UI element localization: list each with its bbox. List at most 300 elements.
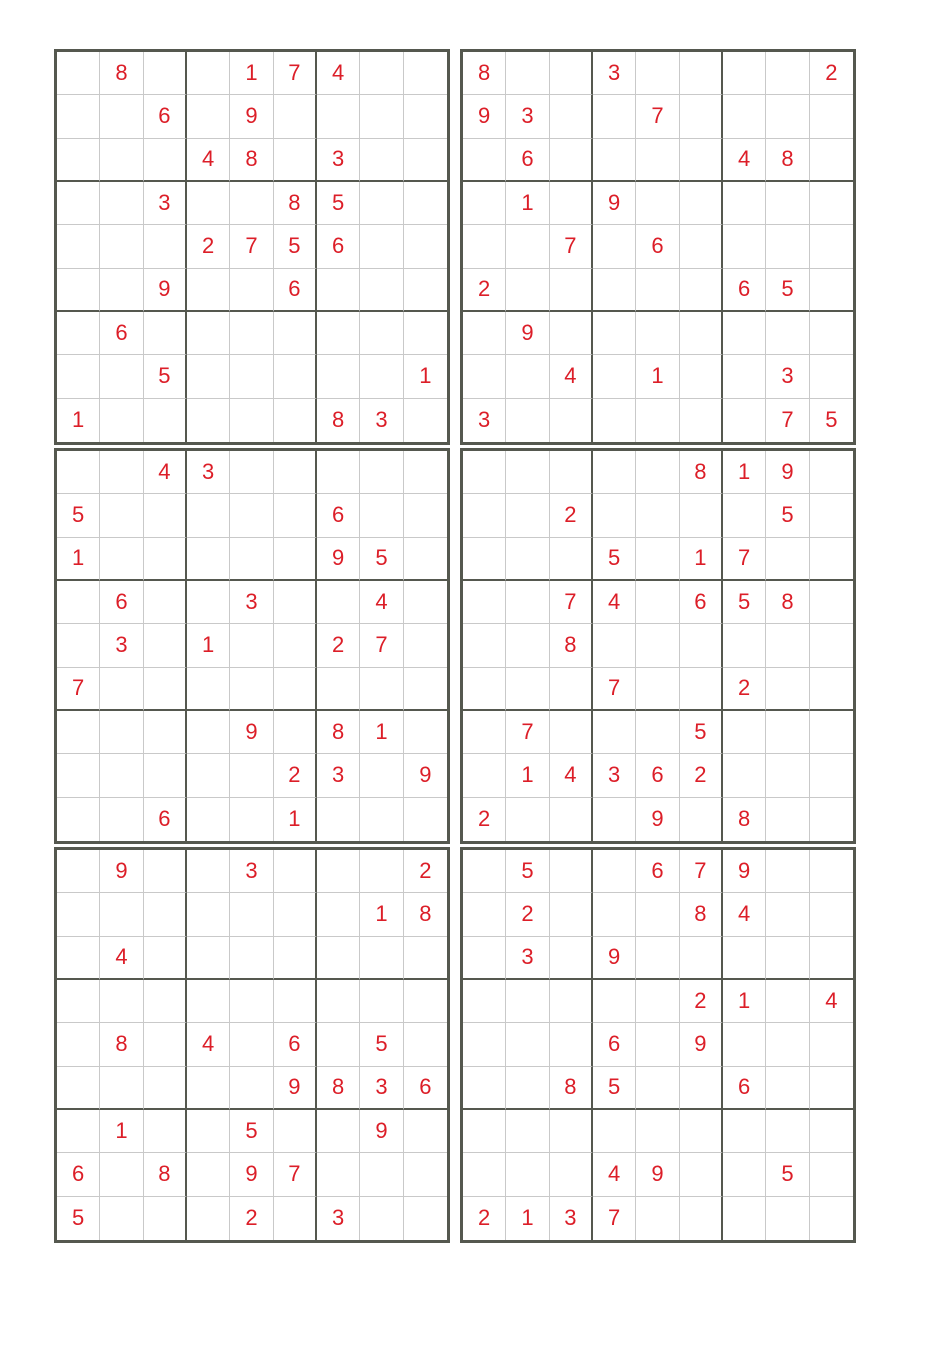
empty-cell[interactable] bbox=[680, 1153, 723, 1196]
empty-cell[interactable] bbox=[100, 399, 143, 442]
empty-cell[interactable] bbox=[636, 52, 679, 95]
empty-cell[interactable] bbox=[636, 451, 679, 494]
empty-cell[interactable] bbox=[230, 893, 273, 936]
empty-cell[interactable] bbox=[636, 538, 679, 581]
empty-cell[interactable] bbox=[187, 1110, 230, 1153]
empty-cell[interactable] bbox=[360, 494, 403, 537]
empty-cell[interactable] bbox=[360, 95, 403, 138]
empty-cell[interactable] bbox=[404, 139, 447, 182]
empty-cell[interactable] bbox=[100, 668, 143, 711]
empty-cell[interactable] bbox=[593, 798, 636, 841]
empty-cell[interactable] bbox=[550, 52, 593, 95]
empty-cell[interactable] bbox=[593, 225, 636, 268]
empty-cell[interactable] bbox=[506, 225, 549, 268]
empty-cell[interactable] bbox=[810, 668, 853, 711]
empty-cell[interactable] bbox=[100, 355, 143, 398]
empty-cell[interactable] bbox=[57, 139, 100, 182]
empty-cell[interactable] bbox=[810, 937, 853, 980]
empty-cell[interactable] bbox=[723, 624, 766, 667]
empty-cell[interactable] bbox=[317, 1023, 360, 1066]
empty-cell[interactable] bbox=[360, 937, 403, 980]
empty-cell[interactable] bbox=[810, 269, 853, 312]
empty-cell[interactable] bbox=[404, 624, 447, 667]
empty-cell[interactable] bbox=[766, 312, 809, 355]
empty-cell[interactable] bbox=[506, 494, 549, 537]
empty-cell[interactable] bbox=[463, 668, 506, 711]
empty-cell[interactable] bbox=[360, 269, 403, 312]
empty-cell[interactable] bbox=[57, 95, 100, 138]
empty-cell[interactable] bbox=[360, 451, 403, 494]
empty-cell[interactable] bbox=[57, 312, 100, 355]
empty-cell[interactable] bbox=[550, 850, 593, 893]
empty-cell[interactable] bbox=[274, 538, 317, 581]
empty-cell[interactable] bbox=[810, 182, 853, 225]
empty-cell[interactable] bbox=[360, 1197, 403, 1240]
empty-cell[interactable] bbox=[593, 494, 636, 537]
empty-cell[interactable] bbox=[230, 980, 273, 1023]
empty-cell[interactable] bbox=[187, 581, 230, 624]
empty-cell[interactable] bbox=[506, 1153, 549, 1196]
empty-cell[interactable] bbox=[230, 1067, 273, 1110]
empty-cell[interactable] bbox=[100, 538, 143, 581]
empty-cell[interactable] bbox=[463, 1067, 506, 1110]
empty-cell[interactable] bbox=[550, 182, 593, 225]
empty-cell[interactable] bbox=[810, 1153, 853, 1196]
empty-cell[interactable] bbox=[810, 1197, 853, 1240]
empty-cell[interactable] bbox=[810, 95, 853, 138]
empty-cell[interactable] bbox=[463, 581, 506, 624]
empty-cell[interactable] bbox=[57, 182, 100, 225]
empty-cell[interactable] bbox=[274, 95, 317, 138]
empty-cell[interactable] bbox=[100, 1153, 143, 1196]
empty-cell[interactable] bbox=[360, 798, 403, 841]
empty-cell[interactable] bbox=[810, 798, 853, 841]
empty-cell[interactable] bbox=[144, 937, 187, 980]
empty-cell[interactable] bbox=[550, 95, 593, 138]
empty-cell[interactable] bbox=[187, 52, 230, 95]
empty-cell[interactable] bbox=[144, 1023, 187, 1066]
empty-cell[interactable] bbox=[100, 225, 143, 268]
empty-cell[interactable] bbox=[100, 1197, 143, 1240]
empty-cell[interactable] bbox=[274, 711, 317, 754]
empty-cell[interactable] bbox=[463, 1153, 506, 1196]
empty-cell[interactable] bbox=[506, 1023, 549, 1066]
empty-cell[interactable] bbox=[230, 451, 273, 494]
empty-cell[interactable] bbox=[810, 1110, 853, 1153]
empty-cell[interactable] bbox=[404, 1023, 447, 1066]
empty-cell[interactable] bbox=[144, 225, 187, 268]
empty-cell[interactable] bbox=[144, 581, 187, 624]
empty-cell[interactable] bbox=[723, 355, 766, 398]
empty-cell[interactable] bbox=[57, 937, 100, 980]
empty-cell[interactable] bbox=[593, 980, 636, 1023]
empty-cell[interactable] bbox=[274, 624, 317, 667]
empty-cell[interactable] bbox=[230, 355, 273, 398]
empty-cell[interactable] bbox=[230, 937, 273, 980]
empty-cell[interactable] bbox=[463, 355, 506, 398]
empty-cell[interactable] bbox=[187, 754, 230, 797]
empty-cell[interactable] bbox=[404, 494, 447, 537]
empty-cell[interactable] bbox=[723, 1197, 766, 1240]
empty-cell[interactable] bbox=[230, 1023, 273, 1066]
empty-cell[interactable] bbox=[680, 95, 723, 138]
empty-cell[interactable] bbox=[187, 711, 230, 754]
empty-cell[interactable] bbox=[550, 312, 593, 355]
empty-cell[interactable] bbox=[144, 980, 187, 1023]
empty-cell[interactable] bbox=[404, 312, 447, 355]
empty-cell[interactable] bbox=[593, 139, 636, 182]
empty-cell[interactable] bbox=[187, 798, 230, 841]
empty-cell[interactable] bbox=[680, 139, 723, 182]
empty-cell[interactable] bbox=[317, 581, 360, 624]
empty-cell[interactable] bbox=[317, 1153, 360, 1196]
empty-cell[interactable] bbox=[680, 269, 723, 312]
empty-cell[interactable] bbox=[810, 312, 853, 355]
empty-cell[interactable] bbox=[723, 182, 766, 225]
empty-cell[interactable] bbox=[636, 1067, 679, 1110]
empty-cell[interactable] bbox=[463, 182, 506, 225]
empty-cell[interactable] bbox=[317, 668, 360, 711]
empty-cell[interactable] bbox=[723, 711, 766, 754]
empty-cell[interactable] bbox=[100, 980, 143, 1023]
empty-cell[interactable] bbox=[506, 1067, 549, 1110]
empty-cell[interactable] bbox=[723, 1110, 766, 1153]
empty-cell[interactable] bbox=[766, 225, 809, 268]
empty-cell[interactable] bbox=[766, 980, 809, 1023]
empty-cell[interactable] bbox=[636, 269, 679, 312]
empty-cell[interactable] bbox=[404, 52, 447, 95]
empty-cell[interactable] bbox=[100, 182, 143, 225]
empty-cell[interactable] bbox=[766, 52, 809, 95]
empty-cell[interactable] bbox=[550, 668, 593, 711]
empty-cell[interactable] bbox=[723, 494, 766, 537]
empty-cell[interactable] bbox=[680, 225, 723, 268]
empty-cell[interactable] bbox=[57, 225, 100, 268]
empty-cell[interactable] bbox=[463, 312, 506, 355]
empty-cell[interactable] bbox=[766, 937, 809, 980]
empty-cell[interactable] bbox=[317, 893, 360, 936]
empty-cell[interactable] bbox=[404, 1110, 447, 1153]
empty-cell[interactable] bbox=[404, 399, 447, 442]
empty-cell[interactable] bbox=[680, 355, 723, 398]
empty-cell[interactable] bbox=[274, 893, 317, 936]
empty-cell[interactable] bbox=[187, 1153, 230, 1196]
empty-cell[interactable] bbox=[593, 355, 636, 398]
empty-cell[interactable] bbox=[680, 399, 723, 442]
empty-cell[interactable] bbox=[404, 711, 447, 754]
empty-cell[interactable] bbox=[187, 893, 230, 936]
empty-cell[interactable] bbox=[463, 893, 506, 936]
empty-cell[interactable] bbox=[274, 937, 317, 980]
empty-cell[interactable] bbox=[766, 754, 809, 797]
empty-cell[interactable] bbox=[144, 1197, 187, 1240]
empty-cell[interactable] bbox=[506, 668, 549, 711]
empty-cell[interactable] bbox=[810, 1067, 853, 1110]
empty-cell[interactable] bbox=[404, 225, 447, 268]
empty-cell[interactable] bbox=[723, 225, 766, 268]
empty-cell[interactable] bbox=[144, 893, 187, 936]
empty-cell[interactable] bbox=[317, 937, 360, 980]
empty-cell[interactable] bbox=[100, 451, 143, 494]
empty-cell[interactable] bbox=[766, 798, 809, 841]
empty-cell[interactable] bbox=[810, 494, 853, 537]
empty-cell[interactable] bbox=[404, 1197, 447, 1240]
empty-cell[interactable] bbox=[57, 52, 100, 95]
empty-cell[interactable] bbox=[810, 1023, 853, 1066]
empty-cell[interactable] bbox=[506, 269, 549, 312]
empty-cell[interactable] bbox=[593, 850, 636, 893]
empty-cell[interactable] bbox=[317, 95, 360, 138]
empty-cell[interactable] bbox=[506, 52, 549, 95]
empty-cell[interactable] bbox=[810, 624, 853, 667]
empty-cell[interactable] bbox=[57, 711, 100, 754]
empty-cell[interactable] bbox=[723, 95, 766, 138]
empty-cell[interactable] bbox=[144, 494, 187, 537]
empty-cell[interactable] bbox=[723, 399, 766, 442]
empty-cell[interactable] bbox=[506, 399, 549, 442]
empty-cell[interactable] bbox=[636, 581, 679, 624]
empty-cell[interactable] bbox=[680, 312, 723, 355]
empty-cell[interactable] bbox=[766, 850, 809, 893]
empty-cell[interactable] bbox=[766, 1023, 809, 1066]
empty-cell[interactable] bbox=[187, 494, 230, 537]
empty-cell[interactable] bbox=[144, 711, 187, 754]
empty-cell[interactable] bbox=[810, 711, 853, 754]
empty-cell[interactable] bbox=[274, 850, 317, 893]
empty-cell[interactable] bbox=[810, 581, 853, 624]
empty-cell[interactable] bbox=[463, 538, 506, 581]
empty-cell[interactable] bbox=[404, 937, 447, 980]
empty-cell[interactable] bbox=[230, 269, 273, 312]
empty-cell[interactable] bbox=[463, 225, 506, 268]
empty-cell[interactable] bbox=[593, 399, 636, 442]
empty-cell[interactable] bbox=[463, 711, 506, 754]
empty-cell[interactable] bbox=[187, 1197, 230, 1240]
empty-cell[interactable] bbox=[404, 980, 447, 1023]
empty-cell[interactable] bbox=[144, 850, 187, 893]
empty-cell[interactable] bbox=[550, 893, 593, 936]
empty-cell[interactable] bbox=[230, 668, 273, 711]
empty-cell[interactable] bbox=[550, 1023, 593, 1066]
empty-cell[interactable] bbox=[636, 1110, 679, 1153]
empty-cell[interactable] bbox=[680, 1110, 723, 1153]
empty-cell[interactable] bbox=[550, 399, 593, 442]
empty-cell[interactable] bbox=[550, 269, 593, 312]
empty-cell[interactable] bbox=[680, 494, 723, 537]
empty-cell[interactable] bbox=[274, 581, 317, 624]
empty-cell[interactable] bbox=[317, 355, 360, 398]
empty-cell[interactable] bbox=[187, 399, 230, 442]
empty-cell[interactable] bbox=[593, 711, 636, 754]
empty-cell[interactable] bbox=[810, 355, 853, 398]
empty-cell[interactable] bbox=[274, 494, 317, 537]
empty-cell[interactable] bbox=[810, 893, 853, 936]
empty-cell[interactable] bbox=[187, 312, 230, 355]
empty-cell[interactable] bbox=[360, 355, 403, 398]
empty-cell[interactable] bbox=[506, 798, 549, 841]
empty-cell[interactable] bbox=[317, 850, 360, 893]
empty-cell[interactable] bbox=[636, 312, 679, 355]
empty-cell[interactable] bbox=[636, 399, 679, 442]
empty-cell[interactable] bbox=[766, 668, 809, 711]
empty-cell[interactable] bbox=[636, 1197, 679, 1240]
empty-cell[interactable] bbox=[57, 980, 100, 1023]
empty-cell[interactable] bbox=[274, 355, 317, 398]
empty-cell[interactable] bbox=[506, 624, 549, 667]
empty-cell[interactable] bbox=[274, 399, 317, 442]
empty-cell[interactable] bbox=[317, 798, 360, 841]
empty-cell[interactable] bbox=[100, 139, 143, 182]
empty-cell[interactable] bbox=[360, 850, 403, 893]
empty-cell[interactable] bbox=[404, 451, 447, 494]
empty-cell[interactable] bbox=[766, 1197, 809, 1240]
empty-cell[interactable] bbox=[680, 668, 723, 711]
empty-cell[interactable] bbox=[100, 711, 143, 754]
empty-cell[interactable] bbox=[506, 451, 549, 494]
empty-cell[interactable] bbox=[766, 893, 809, 936]
empty-cell[interactable] bbox=[144, 754, 187, 797]
empty-cell[interactable] bbox=[636, 494, 679, 537]
empty-cell[interactable] bbox=[723, 754, 766, 797]
empty-cell[interactable] bbox=[593, 451, 636, 494]
empty-cell[interactable] bbox=[317, 451, 360, 494]
empty-cell[interactable] bbox=[636, 668, 679, 711]
empty-cell[interactable] bbox=[230, 624, 273, 667]
empty-cell[interactable] bbox=[187, 668, 230, 711]
empty-cell[interactable] bbox=[57, 754, 100, 797]
empty-cell[interactable] bbox=[766, 538, 809, 581]
empty-cell[interactable] bbox=[100, 798, 143, 841]
empty-cell[interactable] bbox=[810, 850, 853, 893]
empty-cell[interactable] bbox=[360, 139, 403, 182]
empty-cell[interactable] bbox=[57, 269, 100, 312]
empty-cell[interactable] bbox=[404, 269, 447, 312]
empty-cell[interactable] bbox=[550, 711, 593, 754]
empty-cell[interactable] bbox=[810, 139, 853, 182]
empty-cell[interactable] bbox=[463, 754, 506, 797]
empty-cell[interactable] bbox=[723, 52, 766, 95]
empty-cell[interactable] bbox=[404, 95, 447, 138]
empty-cell[interactable] bbox=[100, 1067, 143, 1110]
empty-cell[interactable] bbox=[57, 624, 100, 667]
empty-cell[interactable] bbox=[230, 798, 273, 841]
empty-cell[interactable] bbox=[360, 980, 403, 1023]
empty-cell[interactable] bbox=[463, 1110, 506, 1153]
empty-cell[interactable] bbox=[766, 1110, 809, 1153]
empty-cell[interactable] bbox=[463, 624, 506, 667]
empty-cell[interactable] bbox=[506, 581, 549, 624]
empty-cell[interactable] bbox=[550, 1110, 593, 1153]
empty-cell[interactable] bbox=[360, 52, 403, 95]
empty-cell[interactable] bbox=[230, 538, 273, 581]
empty-cell[interactable] bbox=[550, 139, 593, 182]
empty-cell[interactable] bbox=[144, 52, 187, 95]
empty-cell[interactable] bbox=[360, 1153, 403, 1196]
empty-cell[interactable] bbox=[57, 850, 100, 893]
empty-cell[interactable] bbox=[636, 1023, 679, 1066]
empty-cell[interactable] bbox=[636, 893, 679, 936]
empty-cell[interactable] bbox=[274, 1110, 317, 1153]
empty-cell[interactable] bbox=[230, 399, 273, 442]
empty-cell[interactable] bbox=[57, 355, 100, 398]
empty-cell[interactable] bbox=[144, 139, 187, 182]
empty-cell[interactable] bbox=[274, 312, 317, 355]
empty-cell[interactable] bbox=[680, 624, 723, 667]
empty-cell[interactable] bbox=[404, 182, 447, 225]
empty-cell[interactable] bbox=[57, 1110, 100, 1153]
empty-cell[interactable] bbox=[317, 980, 360, 1023]
empty-cell[interactable] bbox=[636, 711, 679, 754]
empty-cell[interactable] bbox=[593, 312, 636, 355]
empty-cell[interactable] bbox=[810, 451, 853, 494]
empty-cell[interactable] bbox=[317, 269, 360, 312]
empty-cell[interactable] bbox=[636, 624, 679, 667]
empty-cell[interactable] bbox=[463, 1023, 506, 1066]
empty-cell[interactable] bbox=[100, 269, 143, 312]
empty-cell[interactable] bbox=[680, 798, 723, 841]
empty-cell[interactable] bbox=[230, 182, 273, 225]
empty-cell[interactable] bbox=[404, 538, 447, 581]
empty-cell[interactable] bbox=[680, 937, 723, 980]
empty-cell[interactable] bbox=[463, 937, 506, 980]
empty-cell[interactable] bbox=[57, 451, 100, 494]
empty-cell[interactable] bbox=[766, 182, 809, 225]
empty-cell[interactable] bbox=[187, 850, 230, 893]
empty-cell[interactable] bbox=[274, 139, 317, 182]
empty-cell[interactable] bbox=[187, 538, 230, 581]
empty-cell[interactable] bbox=[463, 139, 506, 182]
empty-cell[interactable] bbox=[187, 1067, 230, 1110]
empty-cell[interactable] bbox=[187, 269, 230, 312]
empty-cell[interactable] bbox=[100, 893, 143, 936]
empty-cell[interactable] bbox=[144, 399, 187, 442]
empty-cell[interactable] bbox=[144, 312, 187, 355]
empty-cell[interactable] bbox=[57, 893, 100, 936]
empty-cell[interactable] bbox=[404, 1153, 447, 1196]
empty-cell[interactable] bbox=[360, 668, 403, 711]
empty-cell[interactable] bbox=[636, 139, 679, 182]
empty-cell[interactable] bbox=[230, 754, 273, 797]
empty-cell[interactable] bbox=[593, 95, 636, 138]
empty-cell[interactable] bbox=[550, 980, 593, 1023]
empty-cell[interactable] bbox=[144, 668, 187, 711]
empty-cell[interactable] bbox=[144, 1067, 187, 1110]
empty-cell[interactable] bbox=[766, 624, 809, 667]
empty-cell[interactable] bbox=[230, 494, 273, 537]
empty-cell[interactable] bbox=[144, 624, 187, 667]
empty-cell[interactable] bbox=[404, 668, 447, 711]
empty-cell[interactable] bbox=[550, 798, 593, 841]
empty-cell[interactable] bbox=[187, 182, 230, 225]
empty-cell[interactable] bbox=[723, 1153, 766, 1196]
empty-cell[interactable] bbox=[57, 1023, 100, 1066]
empty-cell[interactable] bbox=[100, 494, 143, 537]
empty-cell[interactable] bbox=[550, 937, 593, 980]
empty-cell[interactable] bbox=[680, 182, 723, 225]
empty-cell[interactable] bbox=[550, 538, 593, 581]
empty-cell[interactable] bbox=[506, 538, 549, 581]
empty-cell[interactable] bbox=[274, 1197, 317, 1240]
empty-cell[interactable] bbox=[360, 225, 403, 268]
empty-cell[interactable] bbox=[187, 980, 230, 1023]
empty-cell[interactable] bbox=[550, 1153, 593, 1196]
empty-cell[interactable] bbox=[144, 1110, 187, 1153]
empty-cell[interactable] bbox=[317, 1110, 360, 1153]
empty-cell[interactable] bbox=[463, 451, 506, 494]
empty-cell[interactable] bbox=[593, 893, 636, 936]
empty-cell[interactable] bbox=[636, 980, 679, 1023]
empty-cell[interactable] bbox=[57, 798, 100, 841]
